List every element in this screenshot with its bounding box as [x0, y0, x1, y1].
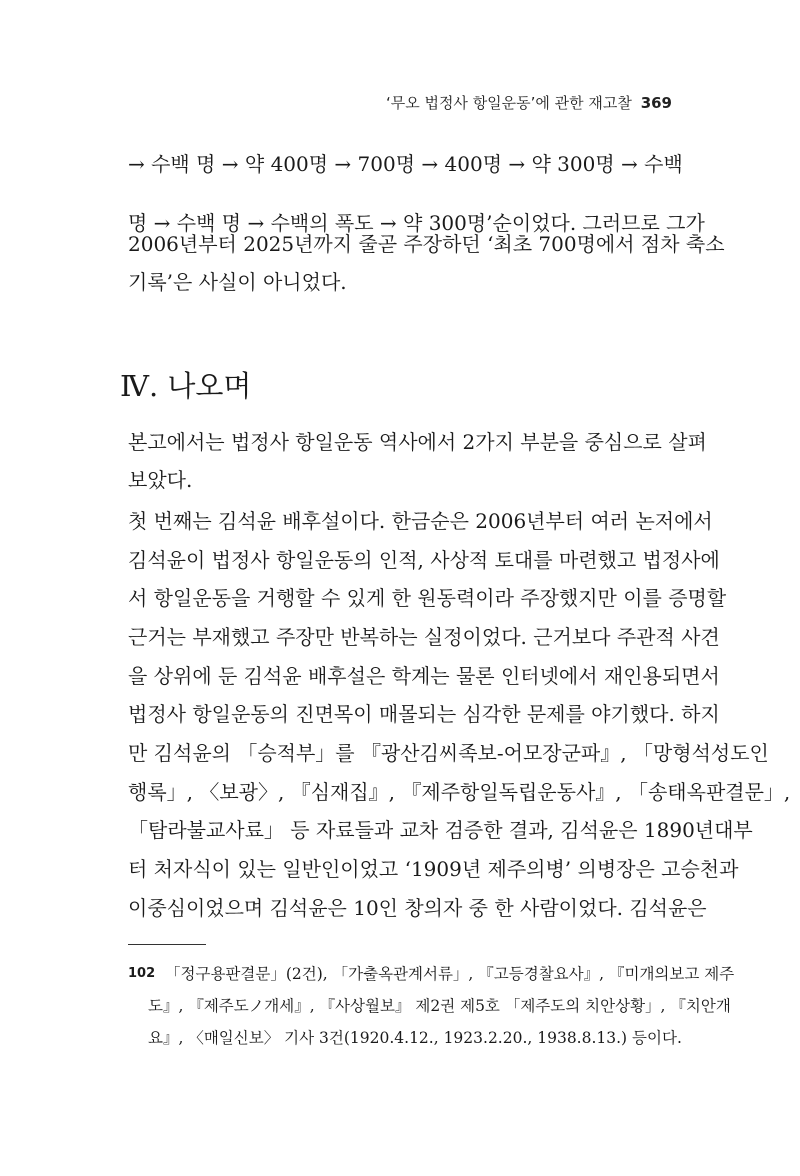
- text-line: 「탐라불교사료」 등 자료들과 교차 검증한 결과, 김석윤은 1890년대부: [128, 818, 753, 842]
- text-line: 을 상위에 둔 김석윤 배후설은 학계는 물론 인터넷에서 재인용되면서: [128, 664, 720, 688]
- section-heading: Ⅳ. 나오며: [120, 369, 252, 403]
- text-line: 이중심이었으며 김석윤은 10인 창의자 중 한 사람이었다. 김석윤은: [128, 896, 707, 920]
- text-line: 본고에서는 법정사 항일운동 역사에서 2가지 부분을 중심으로 살펴: [128, 430, 707, 454]
- running-title: ‘무오 법정사 항일운동’에 관한 재고찰: [385, 94, 632, 112]
- text-line: 기록’은 사실이 아니었다.: [128, 270, 347, 294]
- text-line: 첫 번째는 김석윤 배후설이다. 한금순은 2006년부터 여러 논저에서: [128, 509, 713, 533]
- text-line: 2006년부터 2025년까지 줄곧 주장하던 ‘최초 700명에서 점차 축소: [128, 232, 725, 256]
- footnote-line: 요』, 〈매일신보〉 기사 3건(1920.4.12., 1923.2.20., 1938.8.13.) 등이다.: [148, 1029, 682, 1047]
- text-line: 명 → 수백 명 → 수백의 폭도 → 약 300명’순이었다. 그러므로 그가: [128, 211, 705, 235]
- text-line: 보았다.: [128, 468, 193, 492]
- text-line: 만 김석윤의 「승적부」를 『광산김씨족보-어모장군파』, 「망형석성도인: [128, 741, 769, 765]
- text-line: 근거는 부재했고 주장만 반복하는 실정이었다. 근거보다 주관적 사견: [128, 625, 720, 649]
- text-line: 김석윤이 법정사 항일운동의 인적, 사상적 토대를 마련했고 법정사에: [128, 548, 720, 572]
- text-line: 행록」, 〈보광〉, 『심재집』, 『제주항일독립운동사』, 「송태옥판결문」,: [128, 780, 791, 804]
- footnote-line: 「정구용판결문」(2건), 「가출옥관계서류」, 『고등경찰요사』, 『미개의보고 제주: [165, 965, 735, 983]
- text-line: 터 처자식이 있는 일반인이었고 ‘1909년 제주의병’ 의병장은 고승천과: [128, 857, 739, 881]
- running-header: [386, 92, 672, 113]
- page-number: 369: [640, 94, 672, 112]
- footnote-number: 102: [128, 966, 156, 981]
- text-line: 서 항일운동을 거행할 수 있게 한 원동력이라 주장했지만 이를 증명할: [128, 586, 727, 610]
- text-line: → 수백 명 → 약 400명 → 700명 → 400명 → 약 300명 → 수백: [128, 152, 683, 176]
- footnote-line: 도』, 『제주도ノ개세』, 『사상월보』 제2권 제5호 「제주도의 치안상황」, 『치안개: [148, 997, 731, 1015]
- footnote-divider: [128, 944, 206, 945]
- text-line: 법정사 항일운동의 진면목이 매몰되는 심각한 문제를 야기했다. 하지: [128, 702, 720, 726]
